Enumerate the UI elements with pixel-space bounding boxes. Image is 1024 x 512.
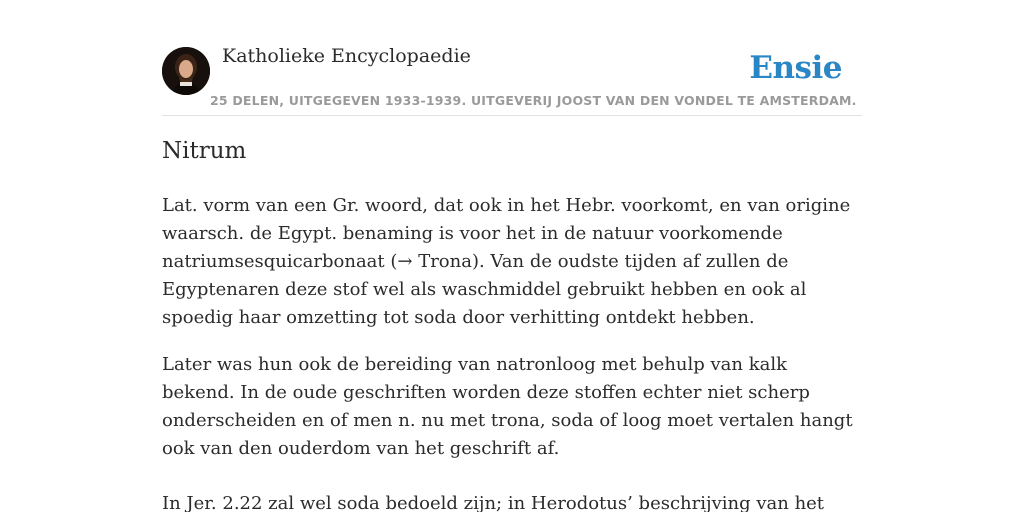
entry-title: Nitrum: [162, 138, 247, 164]
paragraph-1: Lat. vorm van een Gr. woord, dat ook in het Hebr. voorkomt, en van origine waarsch. de Egypt. benaming is voor het in de natuur voorkomende natriumsesquicarbonaat (→ Trona). Van de oudste tijden af zullen de Egyptenaren deze stof wel als waschmiddel gebruikt hebben en ook al spoedig haar omzetting tot soda door verhitting ontdekt hebben.: [162, 195, 851, 328]
ensie-logo-link[interactable]: Ensie: [749, 50, 842, 86]
source-header: [162, 0, 862, 116]
content-column: [162, 0, 862, 512]
paragraph-3: In Jer. 2.22 zal wel soda bedoeld zijn; in Herodotus’ beschrijving van het: [162, 493, 825, 512]
paragraph-2: Later was hun ook de bereiding van natronloog met behulp van kalk bekend. In de oude geschriften worden deze stoffen echter niet scherp onderscheiden en of men n. nu met trona, soda of loog moet vertalen hangt ook van den ouderdom van het geschrift af.: [162, 354, 853, 459]
source-subtitle: 25 DELEN, UITGEGEVEN 1933-1939. UITGEVERIJ JOOST VAN DEN VONDEL TE AMSTERDAM.: [210, 93, 857, 108]
source-title[interactable]: Katholieke Encyclopaedie: [222, 45, 471, 67]
portrait-icon: [162, 47, 210, 95]
source-avatar[interactable]: [162, 47, 210, 95]
